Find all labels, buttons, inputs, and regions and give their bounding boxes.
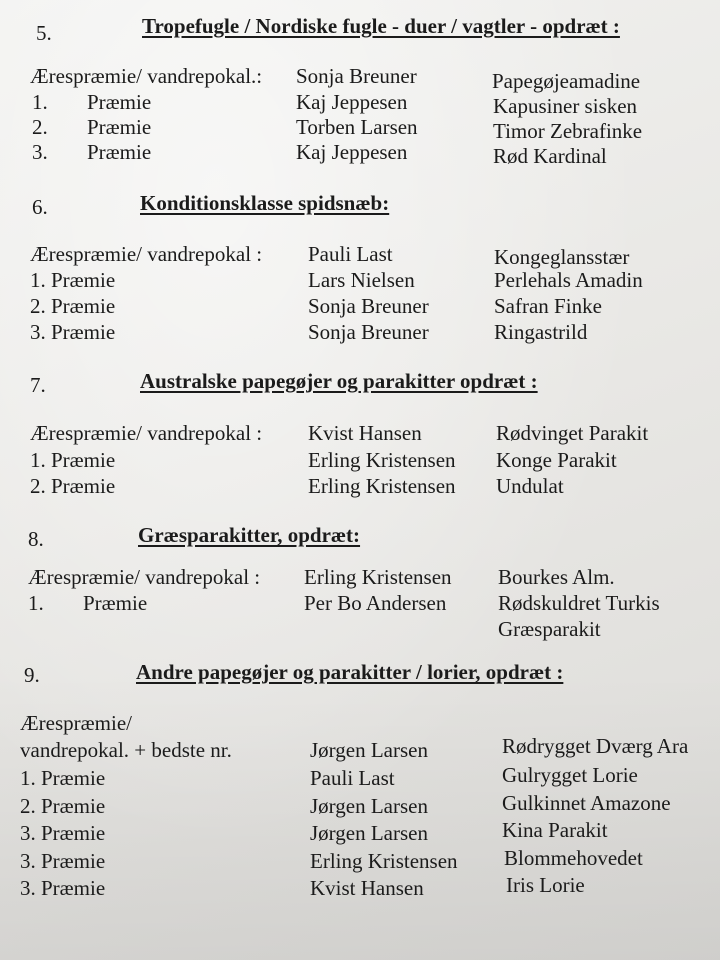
owner-name: Sonja Breuner	[308, 294, 429, 318]
bird-name: Rødrygget Dværg Ara	[502, 734, 689, 758]
owner-name: Erling Kristensen	[308, 448, 456, 472]
award-label: 3. Præmie	[20, 876, 106, 900]
section-number: 7.	[30, 373, 46, 397]
award-label: 2. Præmie	[30, 474, 116, 498]
award-label: 2. Præmie	[30, 294, 116, 318]
owner-name: Sonja Breuner	[308, 320, 429, 344]
section-title: Australske papegøjer og parakitter opdræt :	[140, 369, 538, 393]
result-row	[0, 64, 720, 92]
owner-name: Torben Larsen	[296, 115, 418, 139]
award-label: Ærespræmie/ vandrepokal.:	[30, 64, 263, 88]
result-row	[0, 421, 720, 449]
section-title: Græsparakitter, opdræt:	[138, 523, 361, 547]
owner-name: Erling Kristensen	[308, 474, 456, 498]
section-title: Andre papegøjer og parakitter / lorier, opdræt :	[136, 660, 564, 684]
bird-name: Gulrygget Lorie	[502, 763, 638, 787]
bird-name: Blommehovedet	[504, 846, 643, 870]
award-label: Præmie	[87, 140, 152, 164]
bird-name: Kina Parakit	[502, 818, 608, 842]
award-label: Præmie	[87, 90, 152, 114]
owner-name: Jørgen Larsen	[310, 738, 428, 762]
result-row	[0, 565, 720, 593]
award-label: Ærespræmie/	[20, 711, 132, 735]
owner-name: Kaj Jeppesen	[296, 90, 408, 114]
bird-name: Perlehals Amadin	[494, 268, 643, 292]
bird-name: Safran Finke	[494, 294, 602, 318]
award-number: 1.	[28, 591, 44, 615]
section-number: 6.	[32, 195, 48, 219]
section-title: Tropefugle / Nordiske fugle - duer / vagtler - opdræt :	[142, 14, 620, 38]
owner-name: Jørgen Larsen	[310, 821, 428, 845]
bird-name: Rødskuldret Turkis	[498, 591, 660, 615]
result-row	[0, 734, 720, 766]
bird-name: Timor Zebrafinke	[493, 119, 643, 143]
award-number: 2.	[32, 115, 48, 139]
result-row	[0, 763, 720, 794]
owner-name: Kvist Hansen	[308, 421, 422, 445]
result-row	[0, 818, 720, 849]
award-label: 3. Præmie	[30, 320, 116, 344]
bird-name: Papegøjeamadine	[492, 69, 641, 93]
bird-name: Kongeglansstær	[494, 245, 630, 269]
award-label: Præmie	[87, 115, 152, 139]
award-label: 3. Præmie	[20, 849, 106, 873]
owner-name: Jørgen Larsen	[310, 794, 428, 818]
award-number: 3.	[32, 140, 48, 164]
owner-name: Lars Nielsen	[308, 268, 415, 292]
award-label: Ærespræmie/ vandrepokal :	[30, 242, 263, 266]
bird-name: Gulkinnet Amazone	[502, 791, 671, 815]
award-label: Ærespræmie/ vandrepokal :	[28, 565, 261, 589]
result-row	[0, 591, 720, 619]
result-row	[0, 90, 720, 118]
result-row	[0, 320, 720, 348]
award-label: Ærespræmie/ vandrepokal :	[30, 421, 263, 445]
result-row	[0, 242, 720, 270]
award-number: 1.	[32, 90, 48, 114]
result-row	[0, 140, 720, 168]
owner-name: Per Bo Andersen	[304, 591, 447, 615]
owner-name: Pauli Last	[310, 766, 395, 790]
owner-name: Sonja Breuner	[296, 64, 417, 88]
section-number: 8.	[28, 527, 44, 551]
bird-name: Iris Lorie	[506, 873, 585, 897]
award-label: 1. Præmie	[30, 448, 116, 472]
bird-name: Græsparakit	[498, 617, 601, 641]
result-row	[0, 474, 720, 502]
result-row	[0, 115, 720, 143]
bird-name: Rødvinget Parakit	[496, 421, 649, 445]
owner-name: Kaj Jeppesen	[296, 140, 408, 164]
owner-name: Erling Kristensen	[310, 849, 458, 873]
result-row	[0, 873, 720, 904]
result-row	[0, 617, 720, 645]
bird-name: Konge Parakit	[496, 448, 617, 472]
result-row	[0, 268, 720, 296]
bird-name: Ringastrild	[494, 320, 588, 344]
section-number: 9.	[24, 663, 40, 687]
result-row	[0, 791, 720, 822]
section-number: 5.	[36, 21, 52, 45]
bird-name: Rød Kardinal	[493, 144, 607, 168]
award-label: 3. Præmie	[20, 821, 106, 845]
result-row	[0, 294, 720, 322]
award-label: 1. Præmie	[30, 268, 116, 292]
owner-name: Erling Kristensen	[304, 565, 452, 589]
bird-name: Undulat	[496, 474, 564, 498]
award-label: 2. Præmie	[20, 794, 106, 818]
award-label: Præmie	[83, 591, 148, 615]
bird-name: Bourkes Alm.	[498, 565, 615, 589]
owner-name: Pauli Last	[308, 242, 393, 266]
bird-name: Kapusiner sisken	[493, 94, 638, 118]
owner-name: Kvist Hansen	[310, 876, 424, 900]
result-row	[0, 448, 720, 476]
award-label: vandrepokal. + bedste nr.	[20, 738, 232, 762]
section-title: Konditionsklasse spidsnæb:	[140, 191, 390, 215]
result-row	[0, 846, 720, 877]
award-label: 1. Præmie	[20, 766, 106, 790]
